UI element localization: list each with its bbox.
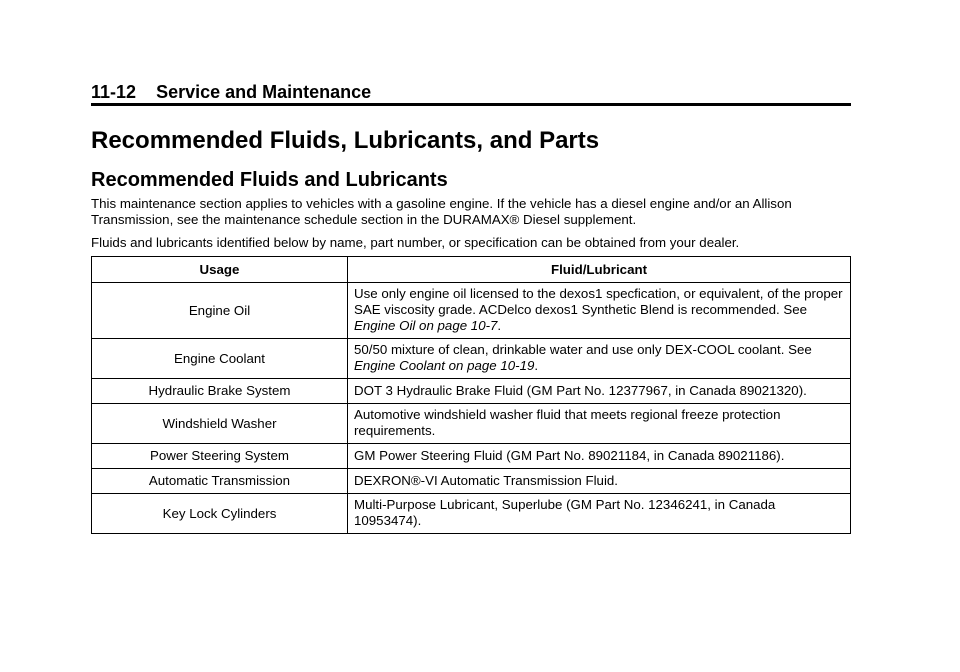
usage-cell: Automatic Transmission	[92, 469, 348, 494]
table-row	[92, 404, 851, 444]
fluid-cell: Multi-Purpose Lubricant, Superlube (GM Part No. 12346241, in Canada 10953474).	[348, 494, 851, 534]
table-row	[92, 379, 851, 404]
table-row	[92, 494, 851, 534]
usage-cell: Power Steering System	[92, 444, 348, 469]
fluid-cell: DOT 3 Hydraulic Brake Fluid (GM Part No. 12377967, in Canada 89021320).	[348, 379, 851, 404]
page-title: Recommended Fluids, Lubricants, and Parts	[91, 127, 600, 154]
column-header-fluid: Fluid/Lubricant	[348, 257, 851, 283]
usage-cell: Windshield Washer	[92, 404, 348, 444]
intro-paragraph: This maintenance section applies to vehicles with a gasoline engine. If the vehicle has a diesel engine and/or an Allison Transmission, see the maintenance schedule section in the DURAMAX® Diesel supplement.	[91, 196, 792, 227]
page-number: 11-12	[91, 82, 137, 102]
page-header	[91, 82, 851, 104]
usage-cell: Engine Coolant	[92, 339, 348, 379]
column-header-usage: Usage	[92, 257, 348, 283]
section-title: Service and Maintenance	[156, 82, 372, 102]
usage-cell: Key Lock Cylinders	[92, 494, 348, 534]
page-reference: Engine Oil on page 10-7	[354, 318, 498, 333]
fluid-cell: 50/50 mixture of clean, drinkable water and use only DEX-COOL coolant. See Engine Coolant on page 10-19.	[348, 339, 851, 379]
section-heading: Recommended Fluids and Lubricants	[91, 169, 448, 191]
page-reference: Engine Coolant on page 10-19	[354, 358, 535, 373]
table-row	[92, 444, 851, 469]
usage-cell: Engine Oil	[92, 283, 348, 339]
fluid-cell: DEXRON®-VI Automatic Transmission Fluid.	[348, 469, 851, 494]
note-paragraph: Fluids and lubricants identified below by name, part number, or specification can be obtained from your dealer.	[91, 235, 740, 250]
table-row	[92, 339, 851, 379]
fluid-cell: Use only engine oil licensed to the dexos1 specfication, or equivalent, of the proper SAE viscosity grade. ACDelco dexos1 Synthetic Blend is recommended. See Engine Oil on page 10-7.	[348, 283, 851, 339]
header-rule	[91, 103, 851, 106]
fluid-cell: Automotive windshield washer fluid that meets regional freeze protection requirements.	[348, 404, 851, 444]
fluid-cell: GM Power Steering Fluid (GM Part No. 89021184, in Canada 89021186).	[348, 444, 851, 469]
table-row	[92, 283, 851, 339]
table-header-row	[92, 257, 851, 283]
table-row	[92, 469, 851, 494]
usage-cell: Hydraulic Brake System	[92, 379, 348, 404]
fluids-table	[91, 256, 851, 534]
